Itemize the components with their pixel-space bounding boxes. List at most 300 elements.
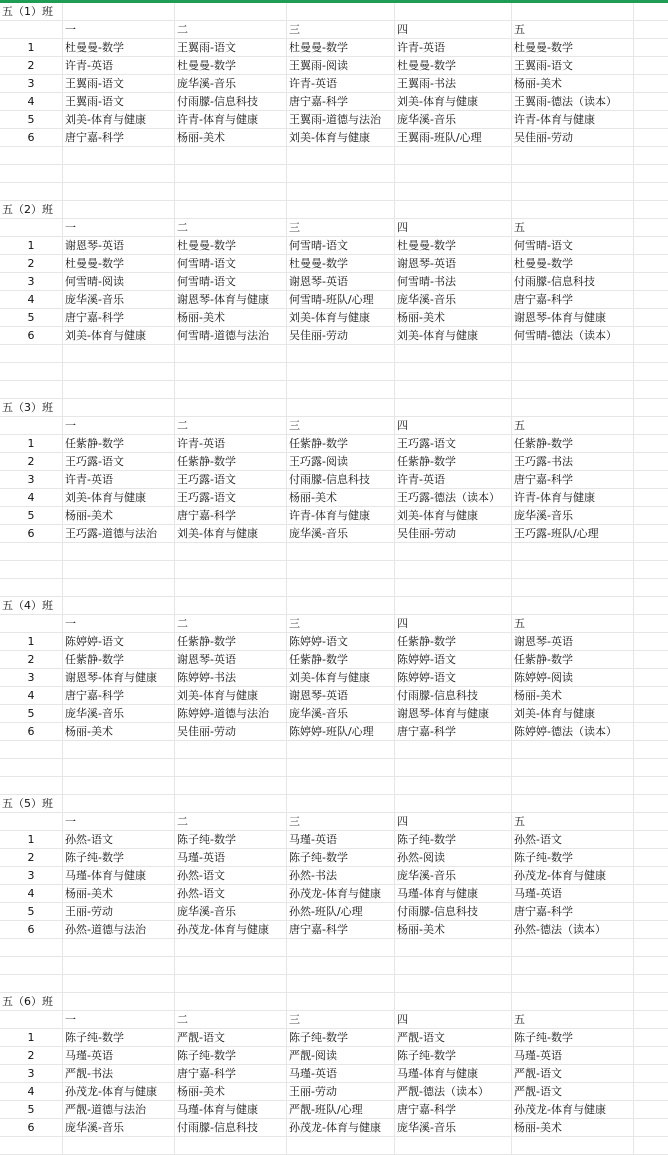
empty-cell[interactable] [0, 615, 63, 632]
lesson-cell[interactable]: 许青-英语 [287, 75, 395, 92]
empty-cell[interactable] [512, 147, 634, 164]
lesson-cell[interactable]: 许青-英语 [175, 435, 287, 452]
day-header[interactable]: 四 [395, 615, 512, 632]
day-header[interactable]: 三 [287, 417, 395, 434]
class-title[interactable]: 五（6）班 [0, 993, 63, 1010]
empty-cell[interactable] [634, 327, 668, 344]
lesson-cell[interactable]: 王翼雨-道德与法治 [287, 111, 395, 128]
lesson-cell[interactable]: 任紫静-数学 [395, 453, 512, 470]
lesson-cell[interactable]: 吴佳丽-劳动 [512, 129, 634, 146]
empty-cell[interactable] [512, 579, 634, 596]
empty-cell[interactable] [395, 561, 512, 578]
period-number[interactable]: 2 [0, 651, 63, 668]
period-number[interactable]: 1 [0, 39, 63, 56]
period-number[interactable]: 6 [0, 525, 63, 542]
lesson-cell[interactable]: 杨丽-美术 [395, 309, 512, 326]
empty-cell[interactable] [634, 183, 668, 200]
empty-cell[interactable] [634, 57, 668, 74]
empty-cell[interactable] [63, 795, 175, 812]
lesson-cell[interactable]: 王巧露-语文 [175, 471, 287, 488]
day-header[interactable]: 二 [175, 21, 287, 38]
day-header[interactable]: 五 [512, 1011, 634, 1028]
empty-cell[interactable] [0, 561, 63, 578]
lesson-cell[interactable]: 王巧露-书法 [512, 453, 634, 470]
empty-cell[interactable] [634, 525, 668, 542]
lesson-cell[interactable]: 马瑾-体育与健康 [395, 885, 512, 902]
empty-cell[interactable] [287, 741, 395, 758]
lesson-cell[interactable]: 庞华溪-音乐 [287, 525, 395, 542]
lesson-cell[interactable]: 吴佳丽-劳动 [395, 525, 512, 542]
day-header[interactable]: 四 [395, 417, 512, 434]
lesson-cell[interactable]: 庞华溪-音乐 [63, 1119, 175, 1136]
empty-cell[interactable] [63, 561, 175, 578]
empty-cell[interactable] [512, 381, 634, 398]
lesson-cell[interactable]: 任紫静-数学 [175, 633, 287, 650]
empty-cell[interactable] [287, 147, 395, 164]
period-number[interactable]: 3 [0, 1065, 63, 1082]
lesson-cell[interactable]: 付雨朦-信息科技 [512, 273, 634, 290]
empty-cell[interactable] [395, 399, 512, 416]
lesson-cell[interactable]: 孙然-班队/心理 [287, 903, 395, 920]
empty-cell[interactable] [634, 921, 668, 938]
empty-cell[interactable] [175, 975, 287, 992]
lesson-cell[interactable]: 谢恩琴-英语 [512, 633, 634, 650]
lesson-cell[interactable]: 王翼雨-语文 [63, 93, 175, 110]
lesson-cell[interactable]: 刘美-体育与健康 [175, 525, 287, 542]
lesson-cell[interactable]: 庞华溪-音乐 [395, 867, 512, 884]
lesson-cell[interactable]: 马瑾-英语 [63, 1047, 175, 1064]
day-header[interactable]: 五 [512, 417, 634, 434]
empty-cell[interactable] [0, 939, 63, 956]
lesson-cell[interactable]: 何雪晴-书法 [395, 273, 512, 290]
empty-cell[interactable] [63, 201, 175, 218]
period-number[interactable]: 3 [0, 867, 63, 884]
empty-cell[interactable] [395, 201, 512, 218]
period-number[interactable]: 5 [0, 507, 63, 524]
empty-cell[interactable] [175, 957, 287, 974]
empty-cell[interactable] [0, 975, 63, 992]
empty-cell[interactable] [395, 741, 512, 758]
lesson-cell[interactable]: 何雪晴-语文 [287, 237, 395, 254]
lesson-cell[interactable]: 王巧露-班队/心理 [512, 525, 634, 542]
lesson-cell[interactable]: 马瑾-体育与健康 [175, 1101, 287, 1118]
lesson-cell[interactable]: 许青-英语 [63, 57, 175, 74]
lesson-cell[interactable]: 陈婷婷-书法 [175, 669, 287, 686]
lesson-cell[interactable]: 陈子纯-数学 [175, 1047, 287, 1064]
empty-cell[interactable] [63, 147, 175, 164]
empty-cell[interactable] [634, 309, 668, 326]
empty-cell[interactable] [512, 3, 634, 20]
lesson-cell[interactable]: 马瑾-英语 [287, 831, 395, 848]
empty-cell[interactable] [634, 849, 668, 866]
lesson-cell[interactable]: 王巧露-语文 [395, 435, 512, 452]
empty-cell[interactable] [512, 795, 634, 812]
empty-cell[interactable] [395, 345, 512, 362]
lesson-cell[interactable]: 吴佳丽-劳动 [287, 327, 395, 344]
lesson-cell[interactable]: 陈子纯-数学 [63, 849, 175, 866]
lesson-cell[interactable]: 马瑾-英语 [287, 1065, 395, 1082]
period-number[interactable]: 3 [0, 273, 63, 290]
lesson-cell[interactable]: 刘美-体育与健康 [175, 687, 287, 704]
empty-cell[interactable] [175, 399, 287, 416]
lesson-cell[interactable]: 谢恩琴-英语 [175, 651, 287, 668]
lesson-cell[interactable]: 陈子纯-数学 [395, 1047, 512, 1064]
empty-cell[interactable] [512, 399, 634, 416]
lesson-cell[interactable]: 陈子纯-数学 [287, 1029, 395, 1046]
empty-cell[interactable] [175, 759, 287, 776]
lesson-cell[interactable]: 谢恩琴-英语 [287, 273, 395, 290]
lesson-cell[interactable]: 陈婷婷-语文 [395, 669, 512, 686]
day-header[interactable]: 五 [512, 615, 634, 632]
lesson-cell[interactable]: 孙然-阅读 [395, 849, 512, 866]
empty-cell[interactable] [175, 381, 287, 398]
lesson-cell[interactable]: 陈婷婷-班队/心理 [287, 723, 395, 740]
empty-cell[interactable] [175, 165, 287, 182]
empty-cell[interactable] [634, 1029, 668, 1046]
empty-cell[interactable] [287, 165, 395, 182]
lesson-cell[interactable]: 许青-英语 [395, 471, 512, 488]
period-number[interactable]: 1 [0, 1029, 63, 1046]
empty-cell[interactable] [512, 1137, 634, 1154]
empty-cell[interactable] [634, 759, 668, 776]
lesson-cell[interactable]: 杜曼曼-数学 [395, 237, 512, 254]
period-number[interactable]: 1 [0, 237, 63, 254]
empty-cell[interactable] [634, 669, 668, 686]
day-header[interactable]: 四 [395, 21, 512, 38]
empty-cell[interactable] [395, 147, 512, 164]
empty-cell[interactable] [175, 345, 287, 362]
empty-cell[interactable] [0, 165, 63, 182]
lesson-cell[interactable]: 孙然-道德与法治 [63, 921, 175, 938]
empty-cell[interactable] [395, 795, 512, 812]
lesson-cell[interactable]: 杨丽-美术 [63, 723, 175, 740]
day-header[interactable]: 五 [512, 219, 634, 236]
empty-cell[interactable] [0, 1011, 63, 1028]
lesson-cell[interactable]: 杜曼曼-数学 [175, 237, 287, 254]
empty-cell[interactable] [634, 1101, 668, 1118]
lesson-cell[interactable]: 唐宁嘉-科学 [512, 903, 634, 920]
lesson-cell[interactable]: 王巧露-阅读 [287, 453, 395, 470]
empty-cell[interactable] [175, 183, 287, 200]
empty-cell[interactable] [63, 579, 175, 596]
lesson-cell[interactable]: 庞华溪-音乐 [395, 1119, 512, 1136]
empty-cell[interactable] [287, 579, 395, 596]
period-number[interactable]: 1 [0, 831, 63, 848]
empty-cell[interactable] [512, 561, 634, 578]
empty-cell[interactable] [395, 1137, 512, 1154]
empty-cell[interactable] [175, 147, 287, 164]
lesson-cell[interactable]: 陈婷婷-德法（读本） [512, 723, 634, 740]
lesson-cell[interactable]: 王巧露-语文 [175, 489, 287, 506]
empty-cell[interactable] [634, 939, 668, 956]
empty-cell[interactable] [512, 975, 634, 992]
empty-cell[interactable] [634, 543, 668, 560]
day-header[interactable]: 一 [63, 615, 175, 632]
lesson-cell[interactable]: 严靓-语文 [395, 1029, 512, 1046]
lesson-cell[interactable]: 陈子纯-数学 [512, 849, 634, 866]
period-number[interactable]: 5 [0, 111, 63, 128]
lesson-cell[interactable]: 何雪晴-语文 [175, 255, 287, 272]
empty-cell[interactable] [0, 147, 63, 164]
empty-cell[interactable] [634, 219, 668, 236]
lesson-cell[interactable]: 马瑾-英语 [512, 1047, 634, 1064]
empty-cell[interactable] [63, 183, 175, 200]
empty-cell[interactable] [175, 3, 287, 20]
empty-cell[interactable] [287, 543, 395, 560]
empty-cell[interactable] [634, 453, 668, 470]
lesson-cell[interactable]: 王丽-劳动 [287, 1083, 395, 1100]
lesson-cell[interactable]: 杨丽-美术 [512, 687, 634, 704]
empty-cell[interactable] [634, 615, 668, 632]
empty-cell[interactable] [634, 1119, 668, 1136]
lesson-cell[interactable]: 何雪晴-语文 [512, 237, 634, 254]
empty-cell[interactable] [512, 741, 634, 758]
lesson-cell[interactable]: 杜曼曼-数学 [512, 39, 634, 56]
lesson-cell[interactable]: 许青-体育与健康 [175, 111, 287, 128]
period-number[interactable]: 2 [0, 849, 63, 866]
lesson-cell[interactable]: 唐宁嘉-科学 [512, 471, 634, 488]
empty-cell[interactable] [395, 597, 512, 614]
lesson-cell[interactable]: 孙茂龙-体育与健康 [287, 1119, 395, 1136]
empty-cell[interactable] [512, 777, 634, 794]
empty-cell[interactable] [175, 201, 287, 218]
lesson-cell[interactable]: 王翼雨-语文 [512, 57, 634, 74]
lesson-cell[interactable]: 庞华溪-音乐 [175, 903, 287, 920]
day-header[interactable]: 三 [287, 219, 395, 236]
empty-cell[interactable] [634, 651, 668, 668]
lesson-cell[interactable]: 付雨朦-信息科技 [395, 687, 512, 704]
lesson-cell[interactable]: 刘美-体育与健康 [287, 669, 395, 686]
lesson-cell[interactable]: 杜曼曼-数学 [395, 57, 512, 74]
empty-cell[interactable] [63, 1137, 175, 1154]
empty-cell[interactable] [175, 939, 287, 956]
empty-cell[interactable] [395, 3, 512, 20]
empty-cell[interactable] [634, 741, 668, 758]
day-header[interactable]: 二 [175, 813, 287, 830]
lesson-cell[interactable]: 付雨朦-信息科技 [175, 1119, 287, 1136]
lesson-cell[interactable]: 庞华溪-音乐 [512, 507, 634, 524]
empty-cell[interactable] [63, 543, 175, 560]
lesson-cell[interactable]: 何雪晴-德法（读本） [512, 327, 634, 344]
empty-cell[interactable] [395, 993, 512, 1010]
empty-cell[interactable] [63, 957, 175, 974]
empty-cell[interactable] [287, 975, 395, 992]
lesson-cell[interactable]: 王翼雨-阅读 [287, 57, 395, 74]
lesson-cell[interactable]: 陈婷婷-阅读 [512, 669, 634, 686]
empty-cell[interactable] [634, 399, 668, 416]
empty-cell[interactable] [634, 579, 668, 596]
empty-cell[interactable] [287, 1137, 395, 1154]
lesson-cell[interactable]: 刘美-体育与健康 [287, 129, 395, 146]
day-header[interactable]: 一 [63, 813, 175, 830]
empty-cell[interactable] [512, 993, 634, 1010]
lesson-cell[interactable]: 庞华溪-音乐 [63, 705, 175, 722]
lesson-cell[interactable]: 陈婷婷-语文 [63, 633, 175, 650]
empty-cell[interactable] [634, 129, 668, 146]
lesson-cell[interactable]: 王翼雨-班队/心理 [395, 129, 512, 146]
period-number[interactable]: 2 [0, 1047, 63, 1064]
empty-cell[interactable] [634, 561, 668, 578]
empty-cell[interactable] [634, 957, 668, 974]
lesson-cell[interactable]: 任紫静-数学 [287, 651, 395, 668]
period-number[interactable]: 6 [0, 921, 63, 938]
lesson-cell[interactable]: 杨丽-美术 [175, 309, 287, 326]
empty-cell[interactable] [634, 291, 668, 308]
lesson-cell[interactable]: 任紫静-数学 [512, 435, 634, 452]
lesson-cell[interactable]: 孙茂龙-体育与健康 [63, 1083, 175, 1100]
empty-cell[interactable] [287, 561, 395, 578]
lesson-cell[interactable]: 陈婷婷-道德与法治 [175, 705, 287, 722]
day-header[interactable]: 一 [63, 219, 175, 236]
lesson-cell[interactable]: 孙然-语文 [175, 885, 287, 902]
lesson-cell[interactable]: 唐宁嘉-科学 [63, 129, 175, 146]
empty-cell[interactable] [634, 417, 668, 434]
lesson-cell[interactable]: 陈子纯-数学 [287, 849, 395, 866]
empty-cell[interactable] [512, 363, 634, 380]
empty-cell[interactable] [634, 111, 668, 128]
lesson-cell[interactable]: 谢恩琴-体育与健康 [63, 669, 175, 686]
lesson-cell[interactable]: 任紫静-数学 [512, 651, 634, 668]
lesson-cell[interactable]: 孙然-德法（读本） [512, 921, 634, 938]
period-number[interactable]: 5 [0, 1101, 63, 1118]
empty-cell[interactable] [63, 597, 175, 614]
day-header[interactable]: 五 [512, 21, 634, 38]
lesson-cell[interactable]: 杜曼曼-数学 [512, 255, 634, 272]
lesson-cell[interactable]: 付雨朦-信息科技 [175, 93, 287, 110]
class-title[interactable]: 五（3）班 [0, 399, 63, 416]
lesson-cell[interactable]: 王翼雨-语文 [63, 75, 175, 92]
empty-cell[interactable] [287, 183, 395, 200]
lesson-cell[interactable]: 杨丽-美术 [175, 1083, 287, 1100]
empty-cell[interactable] [512, 183, 634, 200]
lesson-cell[interactable]: 任紫静-数学 [63, 435, 175, 452]
lesson-cell[interactable]: 付雨朦-信息科技 [395, 903, 512, 920]
empty-cell[interactable] [634, 489, 668, 506]
lesson-cell[interactable]: 陈子纯-数学 [512, 1029, 634, 1046]
empty-cell[interactable] [287, 957, 395, 974]
lesson-cell[interactable]: 任紫静-数学 [175, 453, 287, 470]
lesson-cell[interactable]: 唐宁嘉-科学 [63, 687, 175, 704]
lesson-cell[interactable]: 刘美-体育与健康 [512, 705, 634, 722]
empty-cell[interactable] [512, 939, 634, 956]
empty-cell[interactable] [634, 993, 668, 1010]
empty-cell[interactable] [63, 975, 175, 992]
lesson-cell[interactable]: 谢恩琴-英语 [395, 255, 512, 272]
lesson-cell[interactable]: 谢恩琴-体育与健康 [175, 291, 287, 308]
empty-cell[interactable] [395, 363, 512, 380]
period-number[interactable]: 4 [0, 687, 63, 704]
empty-cell[interactable] [395, 939, 512, 956]
empty-cell[interactable] [0, 543, 63, 560]
empty-cell[interactable] [634, 237, 668, 254]
empty-cell[interactable] [0, 21, 63, 38]
period-number[interactable]: 5 [0, 705, 63, 722]
lesson-cell[interactable]: 杜曼曼-数学 [175, 57, 287, 74]
empty-cell[interactable] [175, 561, 287, 578]
empty-cell[interactable] [634, 471, 668, 488]
period-number[interactable]: 3 [0, 471, 63, 488]
lesson-cell[interactable]: 谢恩琴-体育与健康 [395, 705, 512, 722]
empty-cell[interactable] [512, 543, 634, 560]
empty-cell[interactable] [63, 993, 175, 1010]
empty-cell[interactable] [634, 1137, 668, 1154]
empty-cell[interactable] [175, 1137, 287, 1154]
lesson-cell[interactable]: 杜曼曼-数学 [287, 255, 395, 272]
empty-cell[interactable] [634, 255, 668, 272]
lesson-cell[interactable]: 任紫静-数学 [395, 633, 512, 650]
day-header[interactable]: 三 [287, 21, 395, 38]
lesson-cell[interactable]: 杨丽-美术 [63, 507, 175, 524]
period-number[interactable]: 6 [0, 129, 63, 146]
lesson-cell[interactable]: 许青-体育与健康 [287, 507, 395, 524]
lesson-cell[interactable]: 王巧露-道德与法治 [63, 525, 175, 542]
empty-cell[interactable] [634, 273, 668, 290]
class-title[interactable]: 五（1）班 [0, 3, 63, 20]
empty-cell[interactable] [634, 1065, 668, 1082]
lesson-cell[interactable]: 王翼雨-语文 [175, 39, 287, 56]
lesson-cell[interactable]: 陈子纯-数学 [395, 831, 512, 848]
lesson-cell[interactable]: 王巧露-语文 [63, 453, 175, 470]
lesson-cell[interactable]: 杜曼曼-数学 [63, 39, 175, 56]
day-header[interactable]: 二 [175, 417, 287, 434]
empty-cell[interactable] [634, 165, 668, 182]
day-header[interactable]: 二 [175, 1011, 287, 1028]
empty-cell[interactable] [634, 1011, 668, 1028]
lesson-cell[interactable]: 严靓-道德与法治 [63, 1101, 175, 1118]
empty-cell[interactable] [287, 381, 395, 398]
period-number[interactable]: 2 [0, 255, 63, 272]
empty-cell[interactable] [175, 543, 287, 560]
day-header[interactable]: 四 [395, 1011, 512, 1028]
lesson-cell[interactable]: 刘美-体育与健康 [63, 111, 175, 128]
empty-cell[interactable] [634, 687, 668, 704]
empty-cell[interactable] [634, 597, 668, 614]
lesson-cell[interactable]: 杨丽-美术 [287, 489, 395, 506]
empty-cell[interactable] [634, 3, 668, 20]
period-number[interactable]: 6 [0, 1119, 63, 1136]
empty-cell[interactable] [634, 831, 668, 848]
lesson-cell[interactable]: 马瑾-英语 [512, 885, 634, 902]
empty-cell[interactable] [634, 147, 668, 164]
lesson-cell[interactable]: 孙然-语文 [175, 867, 287, 884]
empty-cell[interactable] [0, 777, 63, 794]
lesson-cell[interactable]: 孙茂龙-体育与健康 [512, 1101, 634, 1118]
lesson-cell[interactable]: 杨丽-美术 [63, 885, 175, 902]
empty-cell[interactable] [512, 345, 634, 362]
empty-cell[interactable] [175, 795, 287, 812]
empty-cell[interactable] [0, 417, 63, 434]
empty-cell[interactable] [63, 345, 175, 362]
lesson-cell[interactable]: 何雪晴-班队/心理 [287, 291, 395, 308]
class-title[interactable]: 五（4）班 [0, 597, 63, 614]
lesson-cell[interactable]: 刘美-体育与健康 [395, 507, 512, 524]
lesson-cell[interactable]: 许青-体育与健康 [512, 111, 634, 128]
empty-cell[interactable] [175, 597, 287, 614]
empty-cell[interactable] [287, 759, 395, 776]
empty-cell[interactable] [63, 777, 175, 794]
empty-cell[interactable] [634, 1083, 668, 1100]
empty-cell[interactable] [634, 1047, 668, 1064]
lesson-cell[interactable]: 吴佳丽-劳动 [175, 723, 287, 740]
empty-cell[interactable] [512, 957, 634, 974]
day-header[interactable]: 三 [287, 615, 395, 632]
lesson-cell[interactable]: 马瑾-体育与健康 [395, 1065, 512, 1082]
lesson-cell[interactable]: 庞华溪-音乐 [63, 291, 175, 308]
lesson-cell[interactable]: 何雪晴-语文 [175, 273, 287, 290]
class-title[interactable]: 五（2）班 [0, 201, 63, 218]
lesson-cell[interactable]: 陈子纯-数学 [63, 1029, 175, 1046]
lesson-cell[interactable]: 严靓-德法（读本） [395, 1083, 512, 1100]
